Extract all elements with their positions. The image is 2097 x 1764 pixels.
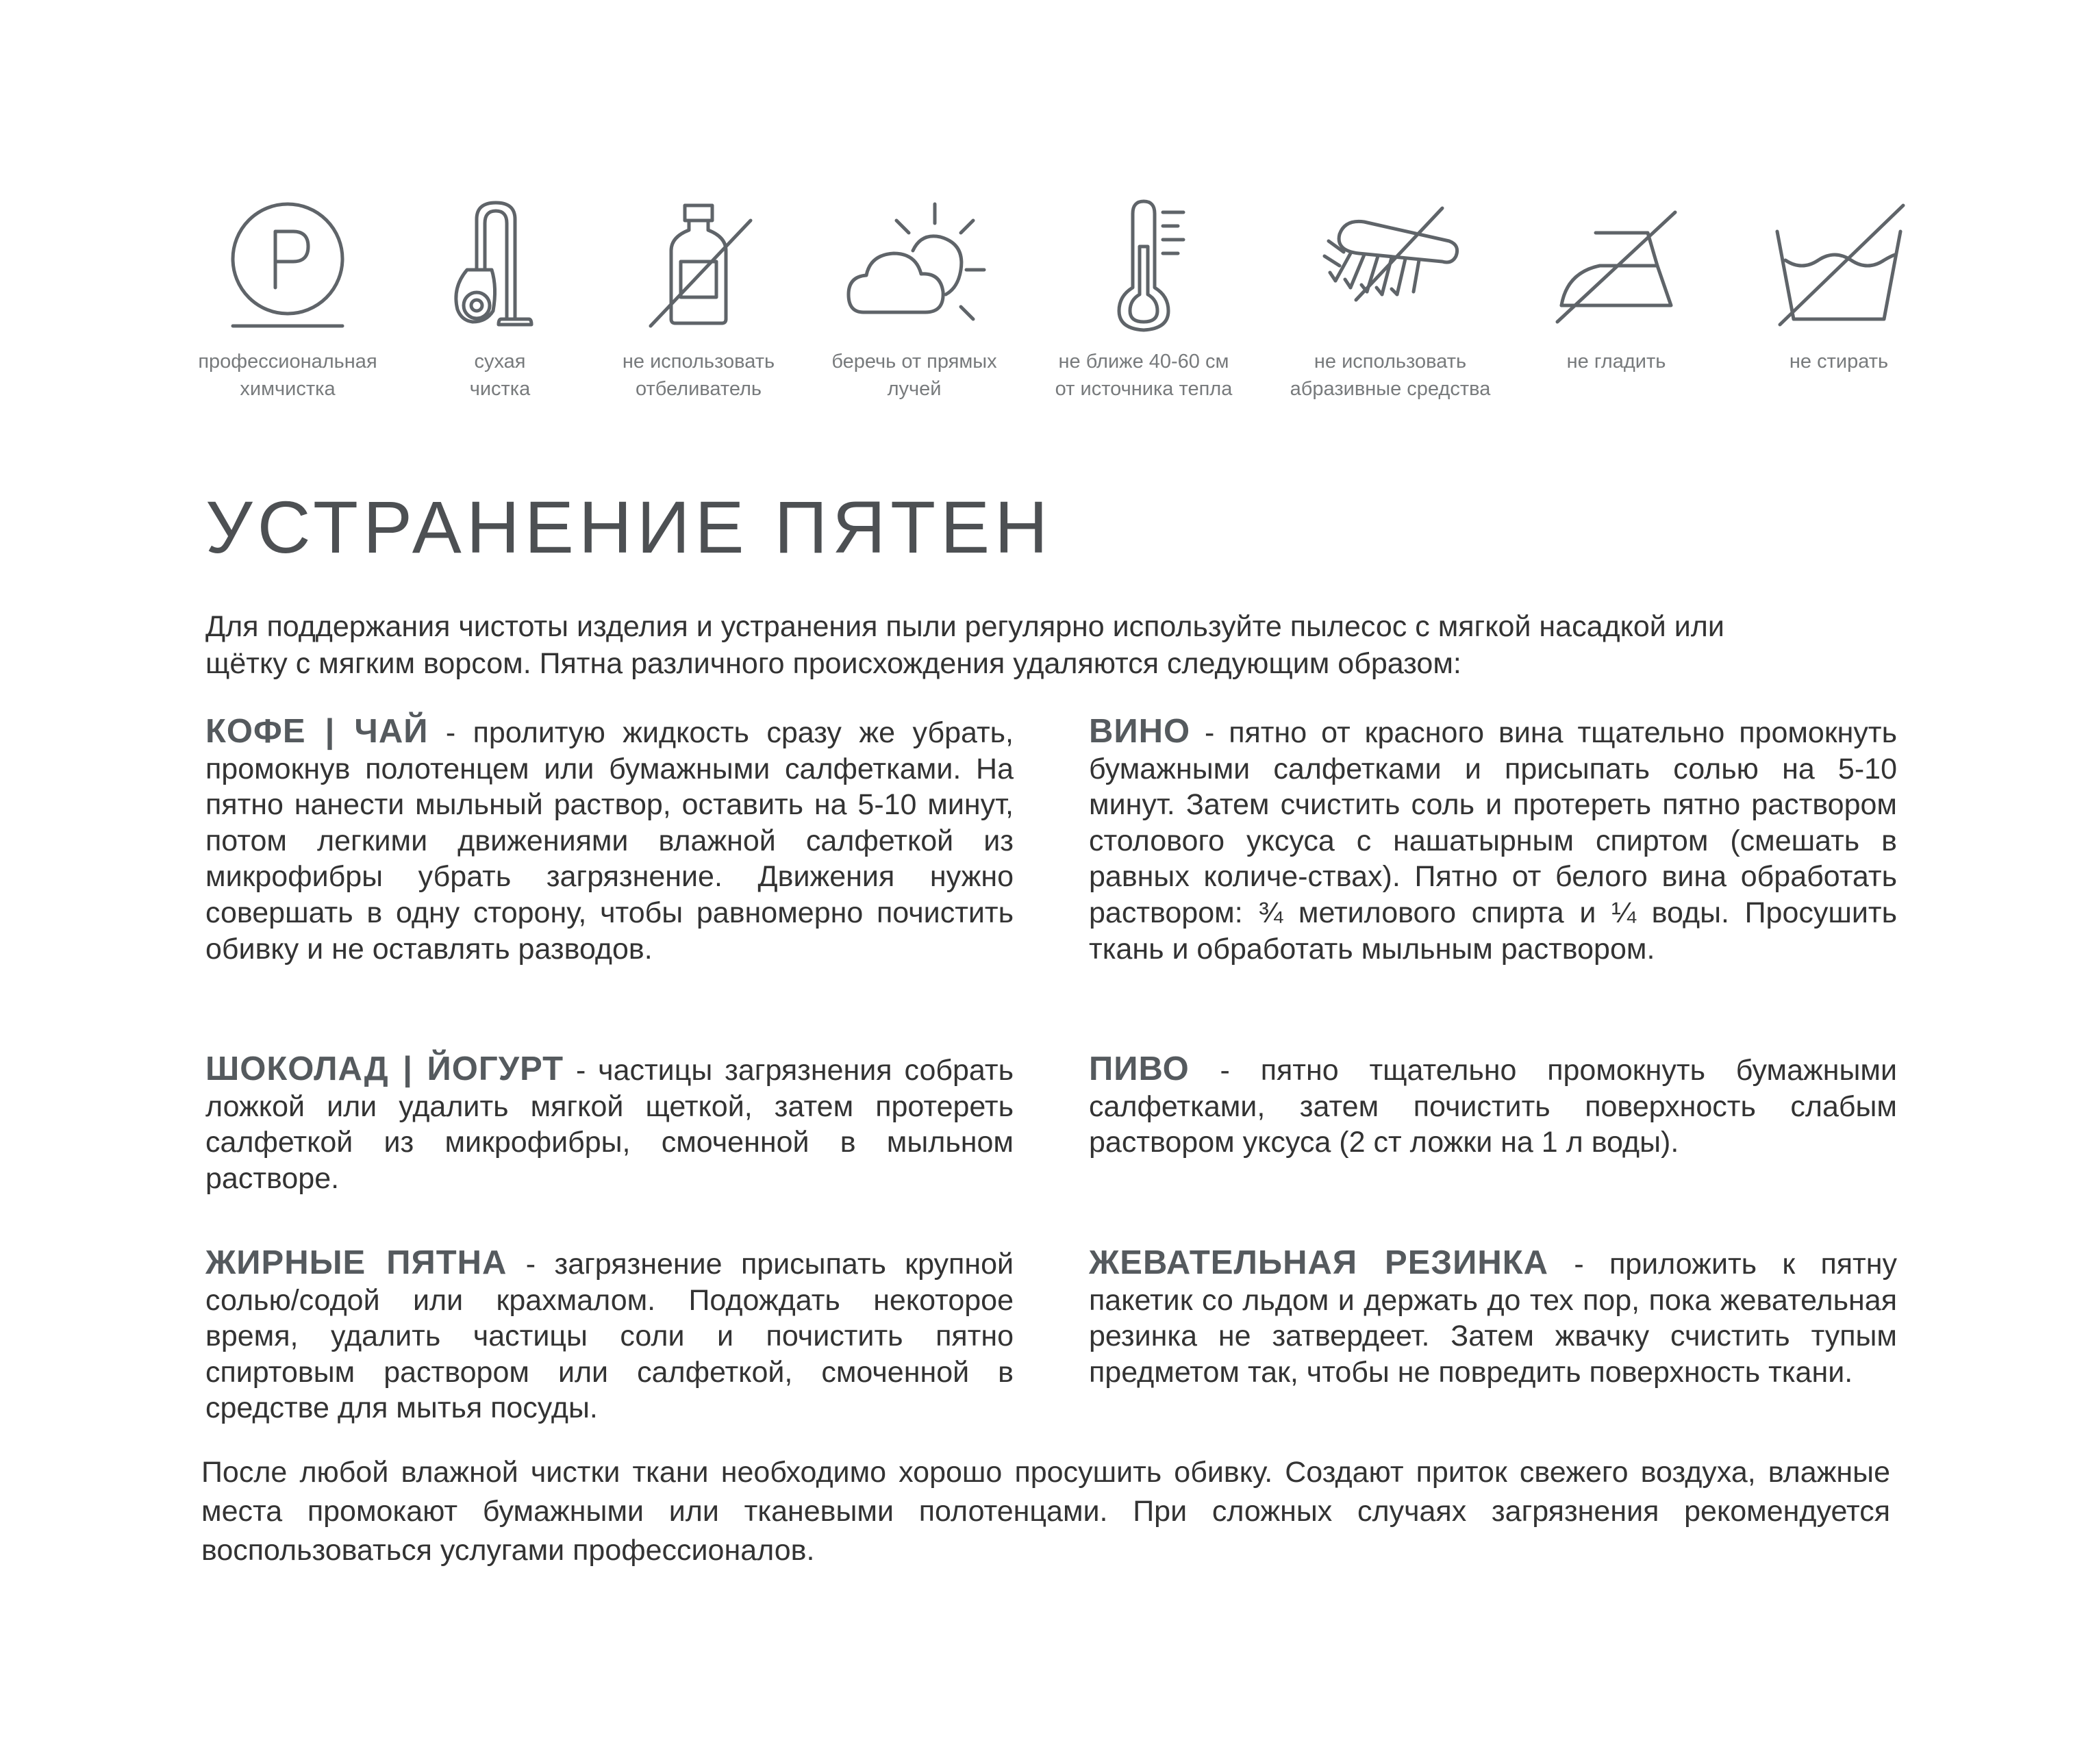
caption-line-1: не ближе 40-60 см (1058, 351, 1229, 373)
caption-line-1: не использовать (1314, 351, 1467, 373)
stain-heading: ПИВО (1089, 1050, 1190, 1087)
caption-line-1: сухая (474, 351, 526, 373)
caption-line-2: чистка (469, 378, 531, 400)
stain-beer (1089, 1051, 1897, 1161)
stain-text: - частицы загрязнения собрать ложкой или удалить мягкой щеткой, затем протереть салфеткой из микрофибры, смоченной в мыльном растворе. (205, 1054, 1014, 1195)
stain-heading: ШОКОЛАД | ЙОГУРТ (205, 1050, 564, 1087)
no-bleach-icon (623, 185, 774, 342)
stain-heading: ЖЕВАТЕЛЬНАЯ РЕЗИНКА (1089, 1244, 1549, 1281)
caption-line-2: химчистка (240, 378, 336, 400)
stain-heading: КОФЕ | ЧАЙ (205, 713, 429, 750)
caption-line-2: абразивные средства (1290, 378, 1491, 400)
stain-wine (1089, 714, 1897, 967)
stain-text: - пятно тщательно промокнуть бумажными салфетками, затем почистить поверхность слабым раствором уксуса (2 ст ложки на 1 л воды). (1089, 1054, 1897, 1159)
caption-line-1: беречь от прямых (831, 351, 997, 373)
caption-line-1: не использовать (622, 351, 775, 373)
avoid-sunlight-icon (839, 185, 990, 342)
caption-line-1: не стирать (1789, 351, 1889, 373)
caption-line-1: не гладить (1566, 351, 1666, 373)
stain-text: - приложить к пятну пакетик со льдом и держать до тех пор, пока жевательная резинка не затвердеет. Затем жвачку счистить тупым предметом так, чтобы не повредить поверхность ткани. (1089, 1248, 1897, 1389)
stain-text: - пролитую жидкость сразу же убрать, промокнув полотенцем или бумажными салфетками. На пятно нанести мыльный раствор, оставить на 5-10 минут, потом легкими движениями влажной салфеткой из микрофибры убрать загрязнение. Движения нужно совершать в одну сторону, чтобы равномерно почистить обивку и не оставлять разводов. (205, 716, 1014, 966)
stain-text: - загрязнение присыпать крупной солью/содой или крахмалом. Подождать некоторое время, удалить частицы соли и почистить пятно спиртовым раствором или салфеткой, смоченной в средстве для мытья посуды. (205, 1248, 1014, 1425)
care-symbols-row (0, 0, 2097, 425)
stain-chocolate-yogurt (205, 1051, 1014, 1196)
stain-grease (205, 1245, 1014, 1426)
no-iron-icon (1541, 185, 1692, 342)
intro-paragraph (205, 608, 1897, 682)
caption-line-2: лучей (887, 378, 942, 400)
caption-line-1: профессиональная (198, 351, 377, 373)
intro-line-2: щётку с мягким ворсом. Пятна различного происхождения удаляются следующим образом: (205, 647, 1461, 680)
caption-line-2: отбеливатель (635, 378, 762, 400)
closing-paragraph: После любой влажной чистки ткани необходимо хорошо просушить обивку. Создают приток свежего воздуха, влажные места промокают бумажными или тканевыми полотенцами. При сложных случаях загрязнения рекомендуется воспользоваться услугами профессионалов. (201, 1456, 1890, 1567)
thermometer-icon (1068, 185, 1219, 342)
intro-line-1: Для поддержания чистоты изделия и устранения пыли регулярно используйте пылесос с мягкой насадкой или (205, 610, 1724, 643)
stain-text: - пятно от красного вина тщательно промокнуть бумажными салфетками и присыпать солью на 5-10 минут. Затем счистить соль и протереть пятно раствором столового уксуса с нашатырным спиртом (смешать в равных количе-ствах). Пятно от белого вина обработать раствором: ¾ метилового спирта и ¼ воды. Просушить ткань и обработать мыльным раствором. (1089, 716, 1897, 966)
no-abrasive-brush-icon (1315, 185, 1466, 342)
stain-heading: ВИНО (1089, 713, 1191, 750)
stain-chewing-gum (1089, 1245, 1897, 1390)
no-wash-icon (1763, 185, 1914, 342)
page-title: УСТРАНЕНИЕ ПЯТЕН (205, 486, 1053, 568)
professional-dry-clean-icon (212, 185, 363, 342)
caption-line-2: от источника тепла (1055, 378, 1233, 400)
vacuum-cleaner-icon (425, 185, 575, 342)
stain-heading: ЖИРНЫЕ ПЯТНА (205, 1244, 507, 1281)
stain-coffee-tea (205, 714, 1014, 967)
